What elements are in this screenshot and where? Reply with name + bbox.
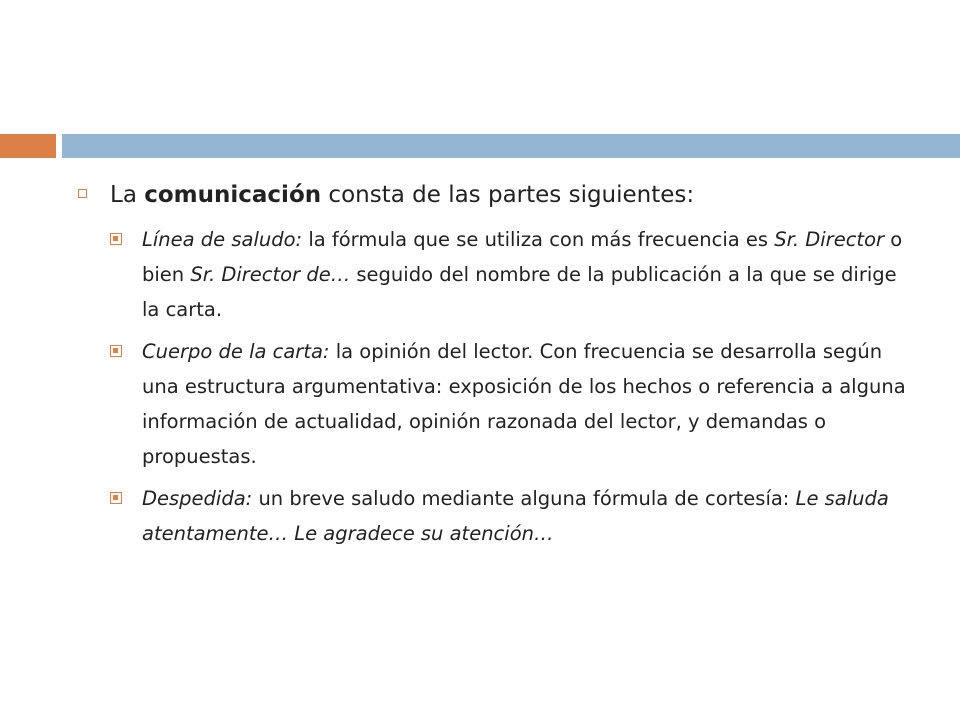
filled-square-bullet-icon xyxy=(110,345,122,357)
sub-bullet-text: o bien xyxy=(142,228,903,286)
main-bullet-prefix: La xyxy=(110,182,145,208)
main-bullet xyxy=(78,178,908,212)
sub-bullet-term: Línea de saludo: xyxy=(142,228,303,251)
sub-bullet-term: Cuerpo de la carta: xyxy=(142,340,330,363)
sub-bullet-term: Despedida: xyxy=(142,487,253,510)
slide-content xyxy=(78,178,908,558)
sub-bullet-italic: Sr. Director xyxy=(774,228,885,251)
sub-bullet-text: la opinión del lector. Con frecuencia se desarrolla según una estructura argumentativa: exposición de los hechos o referencia a alguna información de actualidad, opinión razonada del lector, y demandas o propuestas. xyxy=(142,340,906,468)
sub-bullet-saludo xyxy=(110,222,908,327)
sub-bullet-italic: Sr. Director de… xyxy=(190,263,351,286)
sub-bullet-italic: Le saluda atentamente… Le agradece su atención… xyxy=(142,487,889,545)
hollow-square-bullet-icon xyxy=(78,189,87,198)
sub-bullet-despedida xyxy=(110,481,908,551)
header-accent-bar-orange xyxy=(0,134,56,158)
sub-bullet-text: seguido del nombre de la publicación a la que se dirige la carta. xyxy=(142,263,897,321)
sub-bullet-text: un breve saludo mediante alguna fórmula de cortesía: xyxy=(252,487,796,510)
filled-square-bullet-icon xyxy=(110,492,122,504)
main-bullet-bold: comunicación xyxy=(144,182,322,208)
filled-square-bullet-icon xyxy=(110,233,122,245)
main-bullet-suffix: consta de las partes siguientes: xyxy=(321,182,695,208)
header-accent-bar-blue xyxy=(62,134,960,158)
sub-bullet-cuerpo xyxy=(110,334,908,474)
sub-bullet-text: la fórmula que se utiliza con más frecuencia es xyxy=(302,228,775,251)
